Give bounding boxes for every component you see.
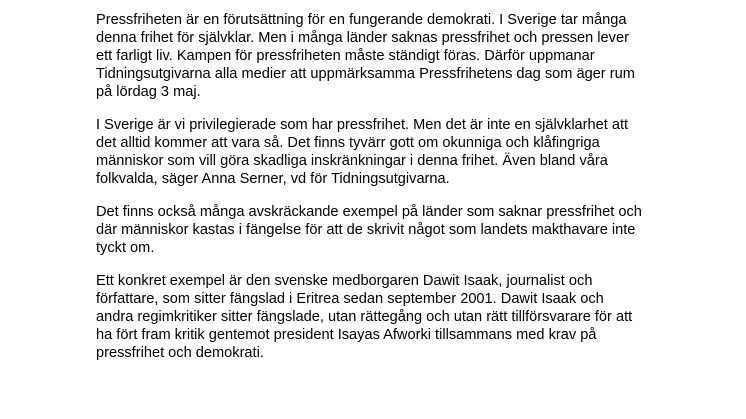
paragraph-3 [96,203,676,257]
text-line: ha fört fram kritik gentemot president Isayas Afworki tillsammans med krav på [96,327,597,343]
paragraph-1 [96,11,676,101]
text-line: folkvalda, säger Anna Serner, vd för Tidningsutgivarna. [96,171,450,187]
text-line: Tidningsutgivarna alla medier att uppmärksamma Pressfrihetens dag som äger rum [96,66,635,82]
document-body [96,11,676,377]
text-line: pressfrihet och demokrati. [96,345,264,361]
text-line: ett farligt liv. Kampen för pressfriheten måste ständigt föras. Därför uppmanar [96,48,595,64]
text-line: Det finns också många avskräckande exempel på länder som saknar pressfrihet och [96,204,642,220]
text-line: på lördag 3 maj. [96,84,201,100]
text-line: Pressfriheten är en förutsättning för en fungerande demokrati. I Sverige tar många [96,12,627,28]
text-line: författare, som sitter fängslad i Eritrea sedan september 2001. Dawit Isaak och [96,291,604,307]
paragraph-4 [96,272,676,362]
text-line: andra regimkritiker sitter fängslade, utan rättegång och utan rätt tillförsvarare för att [96,309,633,325]
text-line: tyckt om. [96,240,155,256]
text-line: Ett konkret exempel är den svenske medborgaren Dawit Isaak, journalist och [96,273,593,289]
text-line: denna frihet för självklar. Men i många länder saknas pressfrihet och pressen lever [96,30,629,46]
text-line: människor som vill göra skadliga inskränkningar i denna frihet. Även bland våra [96,153,608,169]
text-line: det alltid kommer att vara så. Det finns tyvärr gott om okunniga och klåfingriga [96,135,600,151]
text-line: I Sverige är vi privilegierade som har pressfrihet. Men det är inte en självklarhet att [96,117,629,133]
text-line: där människor kastas i fängelse för att de skrivit något som landets makthavare inte [96,222,636,238]
paragraph-2 [96,116,676,188]
